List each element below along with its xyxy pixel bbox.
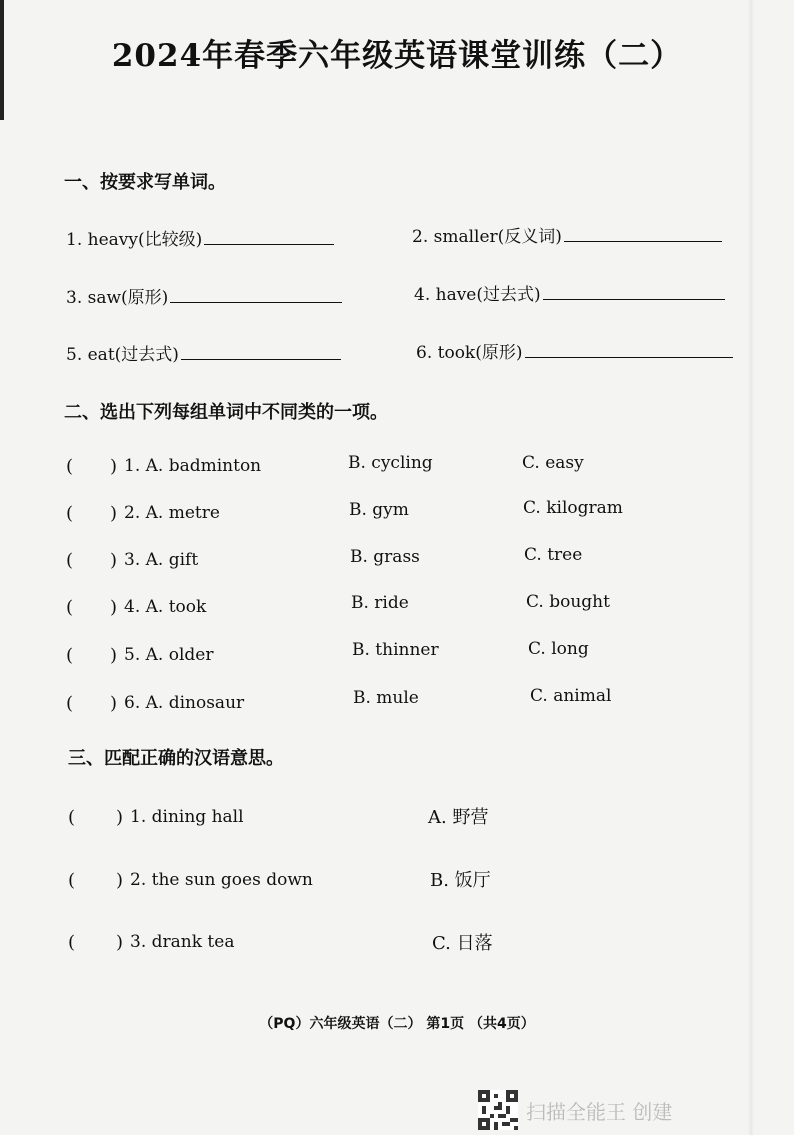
answer-blank-2[interactable] [564,225,722,242]
answer-paren-open-3[interactable]: ( [66,550,74,571]
answer-blank-4[interactable] [543,283,725,300]
choice-1-b: B. cycling [348,453,433,473]
match-paren-close-2: ) [116,870,124,891]
choice-4-c: C. bought [526,592,610,612]
word-item-6-label: 6. took(原形) [416,343,523,363]
word-item-1 [66,225,334,250]
match-3-english: 3. drank tea [130,932,235,952]
choice-3-c: C. tree [524,545,583,565]
word-item-5 [66,340,341,365]
section2-heading: 二、选出下列每组单词中不同类的一项。 [64,402,388,423]
answer-paren-open-2[interactable]: ( [66,503,74,524]
choice-6-c: C. animal [530,686,612,706]
answer-blank-5[interactable] [181,343,341,360]
match-option-b: B. 饭厅 [430,870,491,891]
choice-1-a: 1. A. badminton [124,456,262,476]
scanner-watermark [478,1090,672,1130]
choice-3-a: 3. A. gift [124,550,199,570]
match-2-english: 2. the sun goes down [130,870,313,890]
choice-3-b: B. grass [350,547,420,567]
choice-5-a: 5. A. older [124,645,214,665]
choice-6-a: 6. A. dinosaur [124,693,245,713]
answer-paren-open-6[interactable]: ( [66,693,74,714]
qr-code-icon [478,1090,518,1130]
choice-4-a: 4. A. took [124,597,207,617]
choice-1-c: C. easy [522,453,584,473]
choice-2-b: B. gym [349,500,409,520]
answer-paren-close-2: ) [110,503,118,524]
choice-2-a: 2. A. metre [124,503,220,523]
answer-paren-close-4: ) [110,597,118,618]
match-paren-close-3: ) [116,932,124,953]
match-paren-open-3[interactable]: ( [68,932,76,953]
word-item-4-label: 4. have(过去式) [414,285,541,305]
choice-5-b: B. thinner [352,640,439,660]
match-paren-close-1: ) [116,807,124,828]
page-footer: （PQ）六年级英语（二） 第1页 （共4页） [259,1016,535,1032]
word-item-6 [416,338,733,363]
answer-paren-close-6: ) [110,693,118,714]
answer-paren-close-5: ) [110,645,118,666]
choice-2-c: C. kilogram [523,498,623,518]
answer-paren-open-4[interactable]: ( [66,597,74,618]
answer-paren-open-5[interactable]: ( [66,645,74,666]
answer-blank-6[interactable] [525,341,733,358]
choice-6-b: B. mule [353,688,419,708]
page-title: 2024年春季六年级英语课堂训练（二） [111,38,683,74]
section1-heading: 一、按要求写单词。 [64,172,226,193]
match-paren-open-2[interactable]: ( [68,870,76,891]
word-item-1-label: 1. heavy(比较级) [66,230,203,250]
watermark-text: 扫描全能王 创建 [526,1099,673,1124]
word-item-4 [414,280,725,305]
word-item-3 [66,283,342,308]
match-option-a: A. 野营 [428,807,489,828]
answer-paren-close-1: ) [110,456,118,477]
word-item-2 [412,222,722,247]
answer-blank-3[interactable] [170,286,342,303]
word-item-2-label: 2. smaller(反义词) [412,227,562,247]
answer-paren-close-3: ) [110,550,118,571]
match-1-english: 1. dining hall [130,807,244,827]
match-option-c: C. 日落 [432,933,493,954]
section3-heading: 三、匹配正确的汉语意思。 [68,748,284,769]
word-item-3-label: 3. saw(原形) [66,288,169,308]
paper-fold-shadow [748,0,754,1135]
answer-paren-open-1[interactable]: ( [66,456,74,477]
match-paren-open-1[interactable]: ( [68,807,76,828]
answer-blank-1[interactable] [204,228,334,245]
choice-5-c: C. long [528,639,589,659]
choice-4-b: B. ride [351,593,409,613]
word-item-5-label: 5. eat(过去式) [66,345,179,365]
